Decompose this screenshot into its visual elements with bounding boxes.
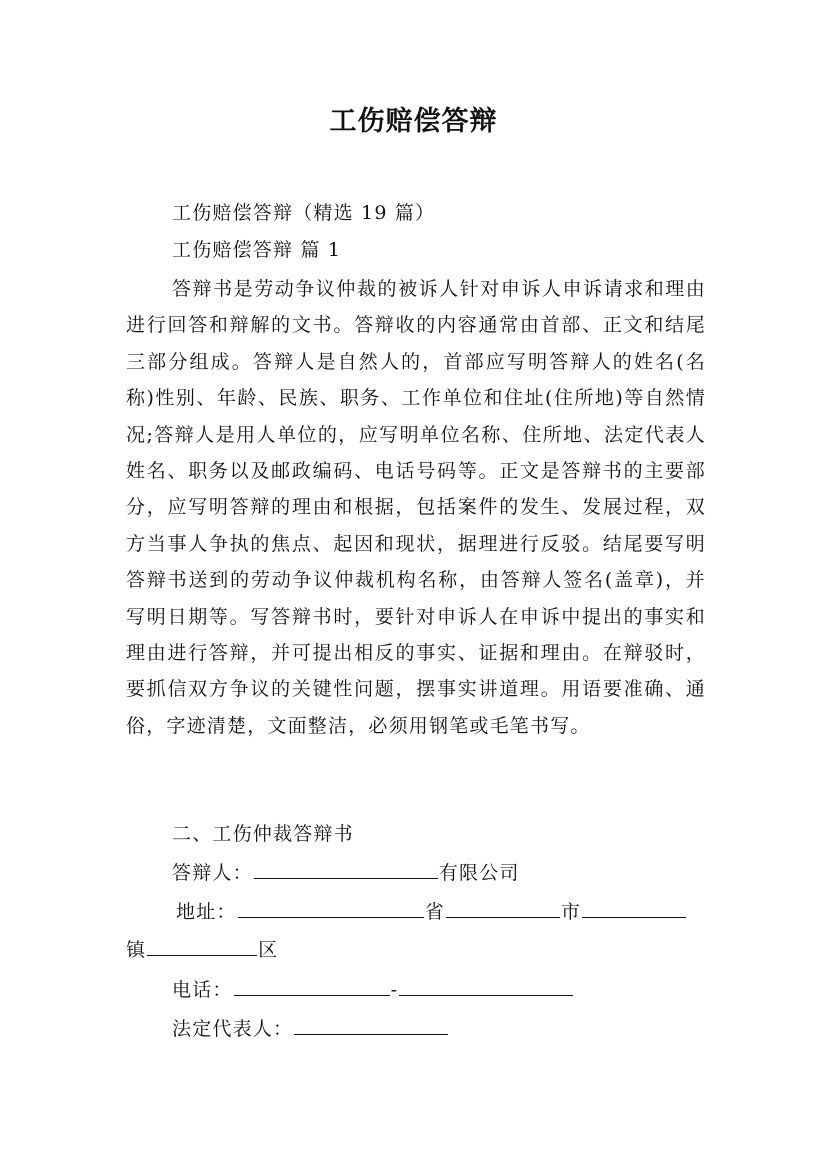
address-province: 省: [424, 901, 445, 923]
phone-blank-2: [399, 973, 573, 996]
address-blank-4: [147, 933, 257, 956]
section-heading: 工伤赔偿答辩 篇 1: [172, 239, 342, 261]
respondent-label: 答辩人：: [172, 862, 253, 884]
document-title: 工伤赔偿答辩: [329, 106, 498, 137]
body-paragraph: 答辩书是劳动争议仲裁的被诉人针对申诉人申诉请求和理由进行回答和辩解的文书。答辩收的内容通常由首部、正文和结尾三部分组成。答辩人是自然人的，首部应写明答辩人的姓名(名称)性别、年龄、民族、职务、工作单位和住址(住所地)等自然情况;答辩人是用人单位的，应写明单位名称、住所地、法定代表人姓名、职务以及邮政编码、电话号码等。正文是答辩书的主要部分，应写明答辩的理由和根据，包括案件的发生、发展过程，双方当事人争执的焦点、起因和现状，据理进行反驳。结尾要写明答辩书送到的劳动争议仲裁机构名称，由答辩人签名(盖章)，并写明日期等。写答辩书时，要针对申诉人在申诉中提出的事实和理由进行答辩，并可提出相反的事实、证据和理由。在辩驳时，要抓信双方争议的关键性问题，摆事实讲道理。用语要准确、通俗，字迹清楚，文面整洁，必须用钢笔或毛笔书写。: [126, 278, 706, 737]
respondent-blank: [254, 856, 438, 879]
phone-line: [172, 973, 574, 1007]
respondent-line: [172, 856, 520, 890]
legal-rep-blank: [294, 1012, 448, 1035]
address-line-2: [126, 933, 278, 967]
address-city: 市: [560, 901, 582, 923]
address-town: 镇: [126, 939, 147, 961]
address-line: [176, 895, 687, 929]
address-blank-3: [582, 895, 686, 918]
section-heading-2: 二、工伤仲裁答辩书: [172, 823, 354, 845]
phone-blank-1: [234, 973, 390, 996]
address-blank-1: [238, 895, 424, 918]
phone-label: 电话：: [172, 979, 233, 1001]
address-label: 地址：: [176, 901, 237, 923]
respondent-suffix: 有限公司: [438, 862, 520, 884]
address-district: 区: [258, 939, 279, 961]
legal-rep-line: [172, 1012, 449, 1046]
document-subtitle: 工伤赔偿答辩（精选 19 篇）: [172, 202, 436, 224]
address-blank-2: [446, 895, 560, 918]
phone-separator: -: [390, 979, 399, 1001]
legal-rep-label: 法定代表人：: [172, 1018, 294, 1040]
